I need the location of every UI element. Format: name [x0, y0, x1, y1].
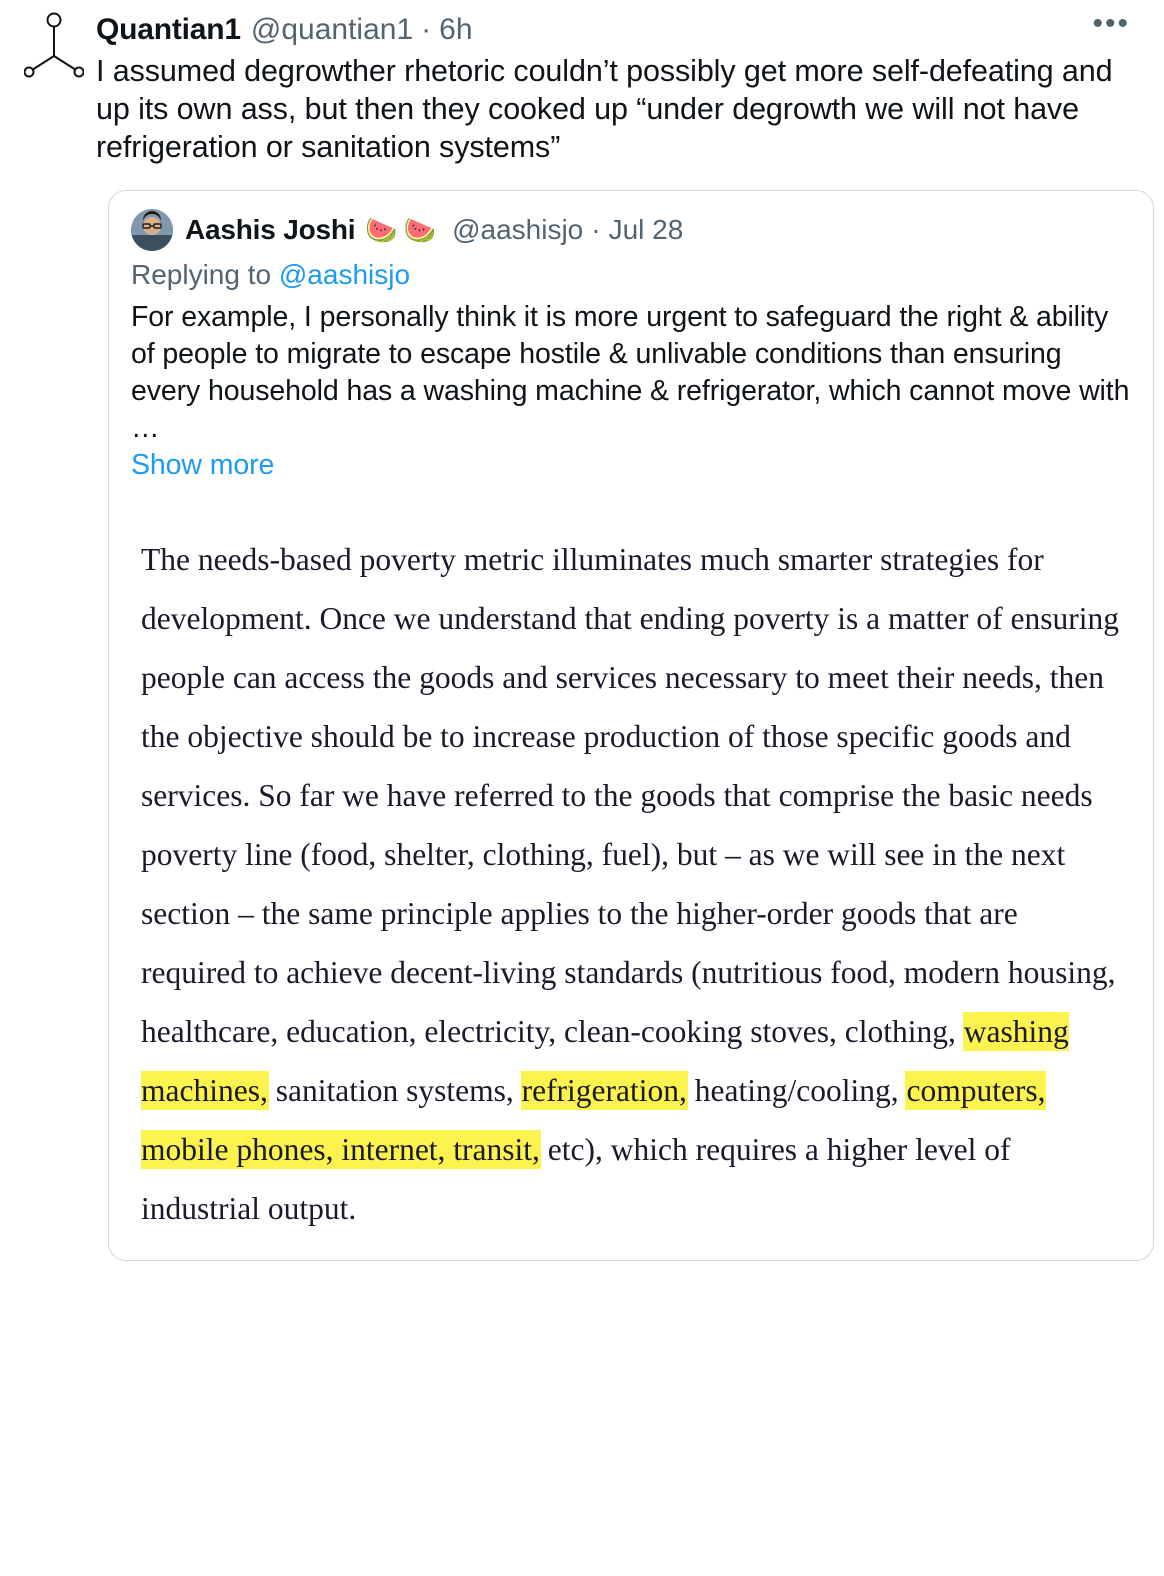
tweet-body [96, 7, 1140, 166]
replying-to-line [131, 259, 1131, 291]
watermelon-emoji: 🍉🍉 [365, 214, 443, 245]
show-more-button[interactable]: Show more [131, 449, 275, 481]
embedded-passage-image[interactable] [131, 530, 1131, 1238]
passage-text-run: heating/cooling, [686, 1073, 907, 1108]
more-options-icon[interactable]: ••• [1092, 7, 1130, 40]
tweet-text: I assumed degrowther rhetoric couldn’t possibly get more self-defeating and up its own ass, but then they cooked up “under degrowth we will not have refrigeration or sanitation systems” [96, 54, 1113, 164]
quoted-author-row [131, 209, 1131, 251]
author-name[interactable]: Quantian1 [96, 13, 241, 46]
avatar[interactable] [24, 12, 84, 72]
quoted-separator-dot: · [591, 214, 601, 245]
quoted-author-handle[interactable]: @aashisjo [452, 214, 584, 245]
quoted-tweet-card[interactable] [108, 190, 1154, 1261]
passage-text-run: sanitation systems, [267, 1073, 522, 1108]
user-photo-avatar-icon [131, 209, 173, 251]
tweet-header-row [24, 7, 1140, 166]
quoted-timestamp[interactable]: Jul 28 [608, 214, 684, 245]
separator-dot: · [421, 13, 432, 46]
line-glyph-avatar-icon [24, 12, 84, 84]
passage-text-run: The needs-based poverty metric illuminates much smarter strategies for development. Once we understand that ending poverty is a matter of ensuring people can access the goods and services necessary to meet their needs, then the objective should be to increase production of those specific goods and services. So far we have referred to the goods that comprise the basic needs poverty line (food, shelter, clothing, fuel), but – as we will see in the next section – the same principle applies to the higher-order goods that are required to achieve decent-living standards (nutritious food, modern housing, healthcare, education, electricity, clean-cooking stoves, clothing, [141, 542, 1119, 1049]
highlighted-text-run: computers, mobile phones, internet, transit, [141, 1073, 1046, 1167]
highlighted-text-run: refrigeration, [521, 1073, 687, 1108]
replying-to-mention[interactable]: @aashisjo [278, 259, 411, 290]
author-row [96, 7, 1134, 50]
quoted-tweet-text-body: For example, I personally think it is more urgent to safeguard the right & ability of people to migrate to escape hostile & unlivable conditions than ensuring every household has a washing machine & refrigerator, which cannot move with … [131, 301, 1130, 444]
author-handle[interactable]: @quantian1 [250, 13, 414, 46]
timestamp[interactable]: 6h [439, 13, 473, 46]
highlighted-text-run: washing machines, [141, 1014, 1069, 1108]
quoted-tweet-text [131, 299, 1131, 484]
quoted-avatar[interactable] [131, 209, 173, 251]
passage-paragraph [141, 530, 1123, 1238]
quoted-author-name[interactable]: Aashis Joshi [185, 214, 356, 245]
avatar-column [24, 10, 96, 72]
passage-text-run: etc), which requires a higher level of industrial output. [141, 1132, 1011, 1226]
replying-to-label: Replying to [131, 259, 279, 290]
